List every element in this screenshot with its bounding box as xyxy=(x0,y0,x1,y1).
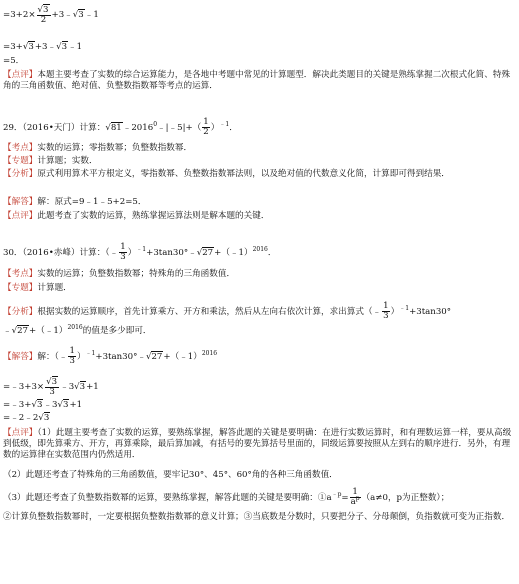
fraction xyxy=(119,243,126,262)
dianping-text: （1）此题主要考查了实数的运算，要熟练掌握，解答此题的关键是要明确：在进行实数运算时，和有理数运算一样，要从高级到低级，即先算乘方、开方，再算乘除，最后算加减，有括号的要先算括号里面的，同级运算要按照从左到右的顺序进行．另外，有理数的运算律在实数范围内仍然适用． xyxy=(3,428,512,460)
q29-fenxi xyxy=(3,169,515,180)
dianping-tag: 【点评】 xyxy=(3,211,38,221)
fraction xyxy=(382,302,389,321)
kaodian-tag: 【考点】 xyxy=(3,269,38,279)
q30-dianping-4 xyxy=(3,512,515,523)
expr-text: +（﹣1） xyxy=(163,352,202,362)
expr-text: ． xyxy=(229,123,238,133)
expr-text: ﹣|﹣5|+（ xyxy=(157,123,202,133)
expr-text: ﹣1 xyxy=(84,10,99,20)
sqrt-symbol: √ xyxy=(72,10,79,20)
exponent: ﹣1 xyxy=(399,305,410,312)
q30-dianping-1 xyxy=(3,428,515,461)
radicand: 27 xyxy=(202,248,214,258)
comment-tag: 【点评】 xyxy=(3,70,38,80)
q30-header xyxy=(3,243,515,262)
expr-text: +3﹣ xyxy=(51,10,73,20)
radicand: 3 xyxy=(28,42,34,52)
q29-dianping xyxy=(3,211,515,222)
exponent: ﹣1 xyxy=(85,350,96,357)
q30-fenxi-line1 xyxy=(3,302,515,321)
question-number: 29．（2016•天门）计算： xyxy=(3,123,106,133)
expr-text: +（﹣1） xyxy=(214,248,253,258)
expr-text: =﹣2﹣2 xyxy=(3,413,39,423)
q30-kaodian xyxy=(3,269,515,280)
dianping-tag: 【点评】 xyxy=(3,428,38,438)
fraction xyxy=(202,118,209,137)
sqrt-symbol: √ xyxy=(56,42,62,52)
exponent: 2016 xyxy=(67,324,83,331)
exponent: 0 xyxy=(153,121,158,128)
q30-step-1 xyxy=(3,376,515,397)
expr-text: +3﹣ xyxy=(34,42,57,52)
expr-text: ﹣3 xyxy=(43,400,58,410)
dianping-text: ②计算负整数指数幂时，一定要根据负整数指数幂的意义计算；③当底数是分数时，只要把分子、分母颠倒，负指数就可变为正指数． xyxy=(3,512,511,522)
expr-text: =3+ xyxy=(3,42,23,52)
expr-text: =3+2× xyxy=(3,10,36,20)
zhuanti-text: 计算题． xyxy=(37,283,72,293)
expr-text: ﹣2016 xyxy=(122,123,154,133)
zhuanti-tag: 【专题】 xyxy=(3,156,38,166)
expr-text: ） xyxy=(390,307,400,317)
numerator: 1 xyxy=(120,242,126,252)
q30-dianping-3 xyxy=(3,488,515,507)
expr-text: 解：（﹣ xyxy=(37,352,68,362)
fenxi-tag: 【分析】 xyxy=(3,169,38,179)
q30-step-2 xyxy=(3,399,515,411)
solution-line-1 xyxy=(3,4,515,25)
question-number: 30．（2016•赤峰）计算：（﹣ xyxy=(3,248,119,258)
expr-text: +3tan30°﹣ xyxy=(146,248,197,258)
sqrt-symbol: √ xyxy=(105,123,111,133)
radicand: 3 xyxy=(43,413,50,423)
radicand: 27 xyxy=(17,326,29,336)
q30-jieda xyxy=(3,347,515,366)
zhuanti-text: 计算题；实数． xyxy=(37,156,98,166)
expr-text: =﹣3+ xyxy=(3,400,32,410)
exponent: ﹣1 xyxy=(136,246,147,253)
numerator: 1 xyxy=(350,488,361,498)
sqrt-symbol: √ xyxy=(46,377,52,387)
expr-text: ﹣1 xyxy=(68,42,83,52)
radicand: 27 xyxy=(151,352,163,362)
expr-text: ﹣3 xyxy=(60,382,75,392)
expr-text: +（﹣1） xyxy=(29,326,68,336)
exponent: ﹣1 xyxy=(219,121,230,128)
q29-zhuanti xyxy=(3,156,515,167)
expr-text: ） xyxy=(210,123,220,133)
expr-text: +1 xyxy=(69,400,83,410)
denominator: 2 xyxy=(40,15,47,25)
fenxi-tag: 【分析】 xyxy=(3,307,38,317)
sqrt-symbol: √ xyxy=(74,382,80,392)
dianping-text: 此题考查了实数的运算，熟练掌握运算法则是解本题的关键． xyxy=(37,211,270,221)
radicand: 3 xyxy=(43,5,49,15)
fenxi-text: 根据实数的运算顺序，首先计算乘方、开方和乘法，然后从左向右依次计算，求出算式（﹣ xyxy=(37,307,382,317)
denominator: 3 xyxy=(69,356,75,366)
zhuanti-tag: 【专题】 xyxy=(3,283,38,293)
fenxi-text: 的值是多少即可． xyxy=(82,326,152,336)
q30-zhuanti xyxy=(3,283,515,294)
radicand: 3 xyxy=(79,382,86,392)
denominator: 3 xyxy=(383,311,389,321)
fraction xyxy=(45,376,59,397)
radicand: 3 xyxy=(36,400,43,410)
numerator: 1 xyxy=(69,346,75,356)
jieda-tag: 【解答】 xyxy=(3,352,38,362)
denominator: 2 xyxy=(203,127,209,137)
expr-text: = xyxy=(341,493,349,503)
sqrt-symbol: √ xyxy=(11,326,18,336)
sqrt-symbol: √ xyxy=(145,352,152,362)
expr-text: +3tan30° xyxy=(409,307,452,317)
q29-jieda xyxy=(3,197,515,208)
sqrt-symbol: √ xyxy=(196,248,203,258)
jieda-text: 解：原式=9﹣1﹣5+2=5． xyxy=(37,197,147,207)
sqrt-symbol: √ xyxy=(38,413,44,423)
q30-dianping-2 xyxy=(3,470,515,481)
dianping-text: （a≠0，p为正整数）； xyxy=(361,493,450,503)
fraction xyxy=(68,347,75,366)
radicand: 3 xyxy=(61,42,68,52)
q29-kaodian xyxy=(3,143,515,154)
numerator: 1 xyxy=(383,301,389,311)
q29-header xyxy=(3,118,515,137)
kaodian-text: 实数的运算；零指数幂；负整数指数幂． xyxy=(37,143,193,153)
dianping-text: （3）此题还考查了负整数指数幂的运算，要熟练掌握，解答此题的关键是要明确：①a xyxy=(3,493,332,503)
denominator: 3 xyxy=(49,387,55,397)
denominator: 3 xyxy=(120,252,126,262)
q30-fenxi-line2 xyxy=(3,325,515,337)
sqrt-symbol: √ xyxy=(57,400,63,410)
solution-line-3: =5． xyxy=(3,56,25,66)
expr-text: =﹣3+3× xyxy=(3,382,45,392)
numerator: 1 xyxy=(203,117,209,127)
q30-step-3 xyxy=(3,412,515,424)
exponent: p xyxy=(355,495,360,502)
expr-text: ） xyxy=(76,352,86,362)
kaodian-tag: 【考点】 xyxy=(3,143,38,153)
dianping-text: （2）此题还考查了特殊角的三角函数值，要牢记30°、45°、60°角的各种三角函数值． xyxy=(3,470,338,480)
exponent: ﹣p xyxy=(331,491,342,498)
sqrt-symbol: √ xyxy=(31,400,37,410)
expr-text: ． xyxy=(267,248,277,258)
fraction xyxy=(350,488,361,507)
kaodian-text: 实数的运算；负整数指数幂；特殊角的三角函数值． xyxy=(37,269,236,279)
sqrt-symbol: √ xyxy=(37,5,44,15)
denominator: a xyxy=(350,497,356,507)
exponent: 2016 xyxy=(252,246,268,253)
expr-text: +1 xyxy=(86,382,99,392)
solution-line-2 xyxy=(3,41,515,53)
exponent: 2016 xyxy=(201,350,218,357)
radicand: 3 xyxy=(62,400,69,410)
expr-text: ） xyxy=(127,248,137,258)
expr-text: ﹣ xyxy=(3,326,12,336)
jieda-tag: 【解答】 xyxy=(3,197,38,207)
comment-paragraph xyxy=(3,70,515,92)
radicand: 3 xyxy=(78,10,84,20)
sqrt-symbol: √ xyxy=(22,42,29,52)
expr-text: +3tan30°﹣ xyxy=(95,352,146,362)
comment-text: 本题主要考查了实数的综合运算能力，是各地中考题中常见的计算题型．解决此类题目的关键是熟练掌握二次根式化简、特殊角的三角函数值、绝对值、负整数指数幂等考点的运算． xyxy=(3,70,511,91)
radicand: 3 xyxy=(51,377,58,387)
radicand: 81 xyxy=(110,123,122,133)
fenxi-text: 原式利用算术平方根定义，零指数幂、负整数指数幂法则，以及绝对值的代数意义化简，计算即可得到结果． xyxy=(37,169,450,179)
fraction xyxy=(37,4,51,25)
